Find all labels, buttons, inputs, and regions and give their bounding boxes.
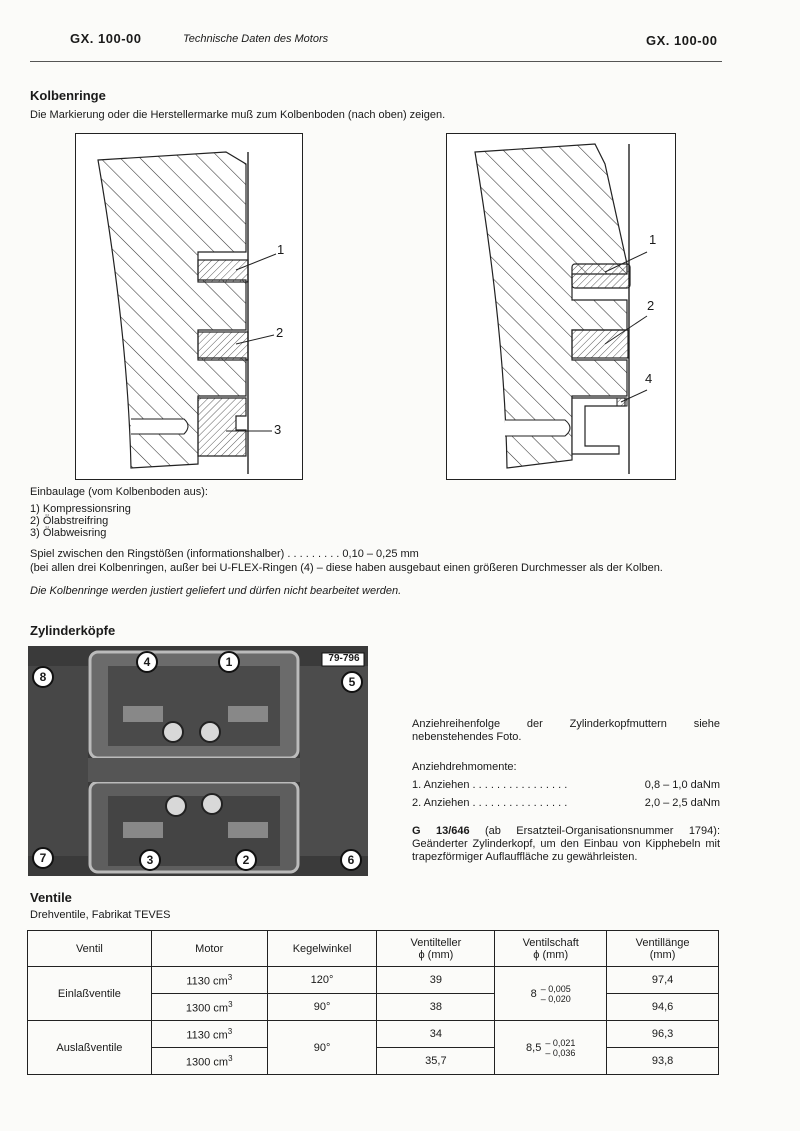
photo-badge-2: 2 (235, 849, 257, 871)
ring-item-2: 2) Ölabstreifring (30, 515, 109, 527)
auslass-motor-2: 1300 $cm^3$ (151, 1048, 267, 1075)
th-motor: Motor (151, 931, 267, 967)
einlass-schaft: 8 – 0,005 – 0,020 (495, 967, 607, 1021)
einlass-motor-2: 1300 $cm^3$ (151, 994, 267, 1021)
spiel-line: Spiel zwischen den Ringstößen (informationshalber) . . . . . . . . . 0,10 – 0,25 mm (30, 548, 419, 560)
g13-note (412, 825, 720, 864)
section-title-zylinderkoepfe: Zylinderköpfe (30, 623, 116, 638)
ventile-subtitle: Drehventile, Fabrikat TEVES (30, 909, 171, 921)
fig-right-label-1: 1 (649, 232, 657, 247)
auslass-laenge-2: 93,8 (607, 1048, 719, 1075)
fig-right-label-4: 4 (645, 371, 653, 386)
th-ventilteller: Ventilteller ϕ (mm) (377, 931, 495, 967)
table-header-row (28, 931, 719, 967)
th-ventil: Ventil (28, 931, 152, 967)
auslass-motor-1: 1130 $cm^3$ (151, 1021, 267, 1048)
th-ventillaenge: Ventillänge (mm) (607, 931, 719, 967)
auslass-teller-1: 34 (377, 1021, 495, 1048)
header-title: Technische Daten des Motors (183, 33, 329, 45)
photo-badge-6: 6 (340, 849, 362, 871)
einlass-teller-1: 39 (377, 967, 495, 994)
th-kegelwinkel: Kegelwinkel (267, 931, 377, 967)
table-row (28, 1021, 719, 1048)
photo-badge-3: 3 (139, 849, 161, 871)
einlass-laenge-2: 94,6 (607, 994, 719, 1021)
photo-reference: 79-796 (328, 653, 360, 664)
torque-row-2 (412, 797, 720, 810)
einlass-laenge-1: 97,4 (607, 967, 719, 994)
kolbenringe-intro: Die Markierung oder die Herstellermarke muß zum Kolbenboden (nach oben) zeigen. (30, 109, 446, 121)
einlass-kegel-1: 120° (267, 967, 377, 994)
th-ventilschaft: Ventilschaft ϕ (mm) (495, 931, 607, 967)
section-title-ventile: Ventile (30, 890, 72, 905)
piston-ring-figure-left (75, 133, 303, 480)
header-code-left: GX. 100-00 (70, 31, 142, 46)
photo-badge-8: 8 (32, 666, 54, 688)
auslass-schaft: 8,5 – 0,021 – 0,036 (495, 1021, 607, 1075)
spiel-note: (bei allen drei Kolbenringen, außer bei U-FLEX-Ringen (4) – diese haben ausgebaut einen größeren Durchmesser als der Kolben. (30, 562, 663, 574)
fig-right-label-2: 2 (647, 298, 655, 313)
torque-value-2: 2,0 – 2,5 daNm (644, 797, 720, 809)
einlass-motor-1: 1130 $cm^3$ (151, 967, 267, 994)
g13-code: G 13/646 (412, 825, 470, 837)
photo-badge-1: 1 (218, 651, 240, 673)
valve-table (27, 930, 719, 1075)
cylinder-head-photo (28, 646, 368, 876)
ring-item-1: 1) Kompressionsring (30, 503, 131, 515)
piston-ring-figure-right (446, 133, 676, 480)
fig-left-label-3: 3 (274, 422, 282, 437)
auslass-laenge-1: 96,3 (607, 1021, 719, 1048)
section-title-kolbenringe: Kolbenringe (30, 88, 106, 103)
einbaulage-heading: Einbaulage (vom Kolbenboden aus): (30, 486, 208, 498)
torque-value-1: 0,8 – 1,0 daNm (644, 779, 720, 791)
justiert-note: Die Kolbenringe werden justiert geliefert und dürfen nicht bearbeitet werden. (30, 585, 402, 597)
einlass-kegel-2: 90° (267, 994, 377, 1021)
fig-left-label-1: 1 (277, 242, 285, 257)
torque-label-2: 2. Anziehen . . . . . . . . . . . . . . . . (412, 797, 568, 809)
g13-text: (ab Ersatzteil-Organisationsnummer 1794): Geänderter Zylinderkopf, um den Einbau von Kipphebeln mit trapezförmiger Auflauffläche zu gewährleisten. (412, 825, 721, 863)
fig-left-label-2: 2 (276, 325, 284, 340)
header-code-right: GX. 100-00 (646, 33, 718, 48)
auslass-teller-2: 35,7 (377, 1048, 495, 1075)
torque-row-1 (412, 779, 720, 792)
auslass-kegel: 90° (267, 1021, 377, 1075)
torque-label-1: 1. Anziehen . . . . . . . . . . . . . . . . (412, 779, 568, 791)
photo-badge-4: 4 (136, 651, 158, 673)
auslass-name: Auslaßventile (28, 1021, 152, 1075)
photo-badge-7: 7 (32, 847, 54, 869)
anziehreihenfolge-text: Anziehreihenfolge der Zylinderkopfmuttern siehe nebenstehendes Foto. (412, 718, 720, 743)
ring-item-3: 3) Ölabweisring (30, 527, 107, 539)
anziehdrehmomente-heading: Anziehdrehmomente: (412, 761, 517, 773)
photo-badge-5: 5 (341, 671, 363, 693)
einlass-name: Einlaßventile (28, 967, 152, 1021)
header-rule (30, 61, 722, 62)
table-row (28, 967, 719, 994)
einlass-teller-2: 38 (377, 994, 495, 1021)
